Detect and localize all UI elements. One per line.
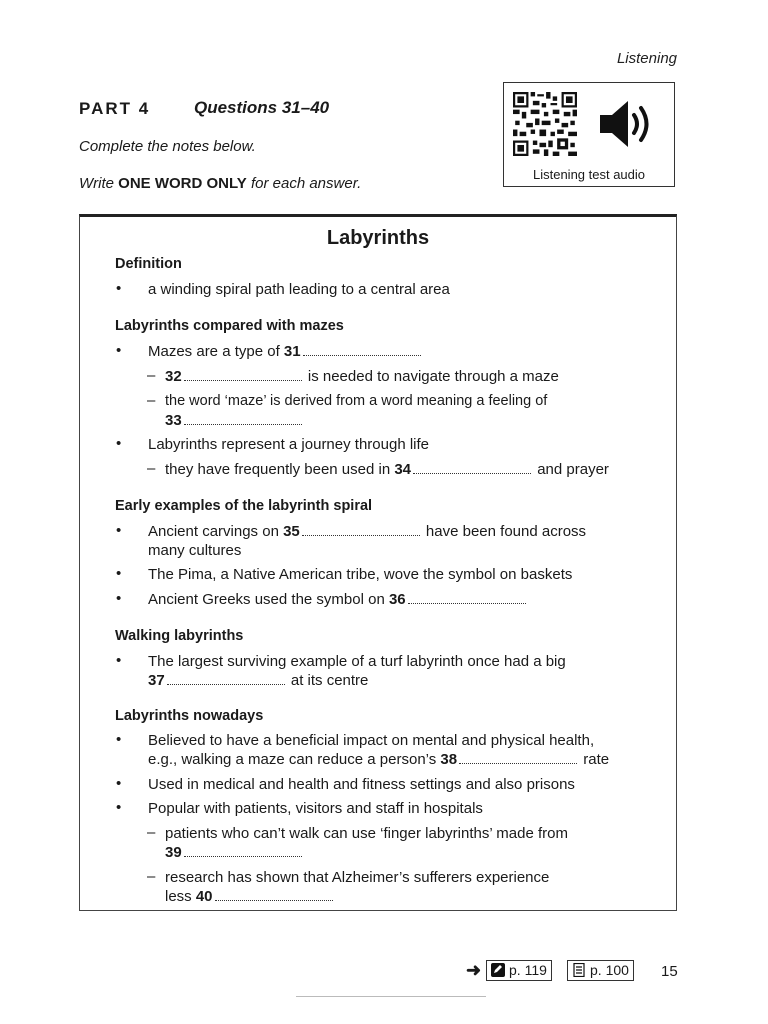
- speaker-icon[interactable]: [598, 97, 656, 151]
- bullet-marker: •: [116, 775, 122, 792]
- heading-compare: Labyrinths compared with mazes: [115, 318, 344, 334]
- arrow-right-icon: ➜: [466, 960, 482, 980]
- dash-marker: –: [147, 868, 156, 885]
- popular-text: Popular with patients, visitors and staff in hospitals: [148, 800, 483, 817]
- journey-text: Labyrinths represent a journey through life: [148, 436, 430, 453]
- medical-text: Used in medical and health and fitness settings and also prisons: [148, 776, 575, 793]
- dash-marker: –: [147, 824, 156, 841]
- dash-marker: –: [147, 460, 156, 477]
- bullet-marker: •: [116, 590, 122, 607]
- notes-title: Labyrinths: [326, 227, 430, 249]
- definition-text: a winding spiral path leading to a central area: [148, 281, 450, 298]
- question-38-text: Believed to have a beneficial impact on mental and physical health,: [148, 732, 595, 749]
- answer-gap-38[interactable]: [459, 752, 577, 764]
- question-32: 32 is needed to navigate through a maze: [165, 368, 559, 385]
- question-39: 39: [165, 843, 304, 862]
- audio-panel[interactable]: [503, 82, 675, 187]
- divider: [296, 996, 486, 997]
- part-label: PART 4: [79, 99, 151, 118]
- instruction-word-limit: Write ONE WORD ONLY for each answer.: [79, 175, 362, 192]
- page-number: 15: [661, 963, 678, 980]
- dash-marker: –: [147, 367, 156, 384]
- answer-gap-40[interactable]: [215, 889, 333, 901]
- question-35: Ancient carvings on 35 have been found across: [148, 523, 587, 540]
- instruction-complete: Complete the notes below.: [79, 138, 256, 155]
- bullet-marker: •: [116, 731, 122, 748]
- question-38: e.g., walking a maze can reduce a person’s 38 rate: [148, 751, 610, 768]
- question-36: Ancient Greeks used the symbol on 36: [148, 590, 528, 609]
- bullet-marker: •: [116, 799, 122, 816]
- answer-gap-39[interactable]: [184, 845, 302, 857]
- bullet-marker: •: [116, 652, 122, 669]
- answer-key-link[interactable]: p. 119: [486, 960, 552, 981]
- questions-range: Questions 31–40: [194, 98, 330, 117]
- question-39-text: patients who can’t walk can use ‘finger labyrinths’ made from: [165, 825, 568, 842]
- heading-early: Early examples of the labyrinth spiral: [115, 498, 373, 514]
- answer-gap-37[interactable]: [167, 673, 285, 685]
- answer-gap-34[interactable]: [413, 462, 531, 474]
- heading-nowadays: Labyrinths nowadays: [115, 708, 264, 724]
- answer-gap-32[interactable]: [184, 369, 302, 381]
- heading-definition: Definition: [115, 256, 182, 272]
- answer-gap-33[interactable]: [184, 413, 302, 425]
- question-33: 33: [165, 411, 304, 430]
- transcript-link[interactable]: p. 100: [567, 960, 634, 981]
- answer-gap-35[interactable]: [302, 524, 420, 536]
- answer-gap-31[interactable]: [303, 344, 421, 356]
- audio-caption: Listening test audio: [532, 167, 646, 182]
- answer-gap-36[interactable]: [408, 592, 526, 604]
- section-label: Listening: [616, 50, 677, 67]
- bullet-marker: •: [116, 565, 122, 582]
- notes-box: [79, 214, 677, 911]
- pima-text: The Pima, a Native American tribe, wove the symbol on baskets: [148, 566, 573, 583]
- question-33-text: the word ‘maze’ is derived from a word meaning a feeling of: [165, 393, 548, 409]
- dash-marker: –: [147, 392, 156, 409]
- bullet-marker: •: [116, 280, 122, 297]
- bullet-marker: •: [116, 342, 122, 359]
- heading-walking: Walking labyrinths: [115, 628, 244, 644]
- question-37-text: The largest surviving example of a turf labyrinth once had a big: [148, 653, 566, 670]
- question-34: they have frequently been used in 34 and prayer: [165, 461, 609, 478]
- question-40-text: research has shown that Alzheimer’s sufferers experience: [165, 869, 550, 886]
- transcript-icon: [572, 963, 586, 977]
- bullet-marker: •: [116, 435, 122, 452]
- question-35-line2: many cultures: [148, 542, 242, 559]
- answer-key-icon: [491, 963, 505, 977]
- question-40: less 40: [165, 887, 335, 906]
- bullet-marker: •: [116, 522, 122, 539]
- question-31: Mazes are a type of 31: [148, 342, 423, 361]
- question-37: 37 at its centre: [148, 672, 369, 689]
- qr-code-icon[interactable]: [513, 92, 577, 156]
